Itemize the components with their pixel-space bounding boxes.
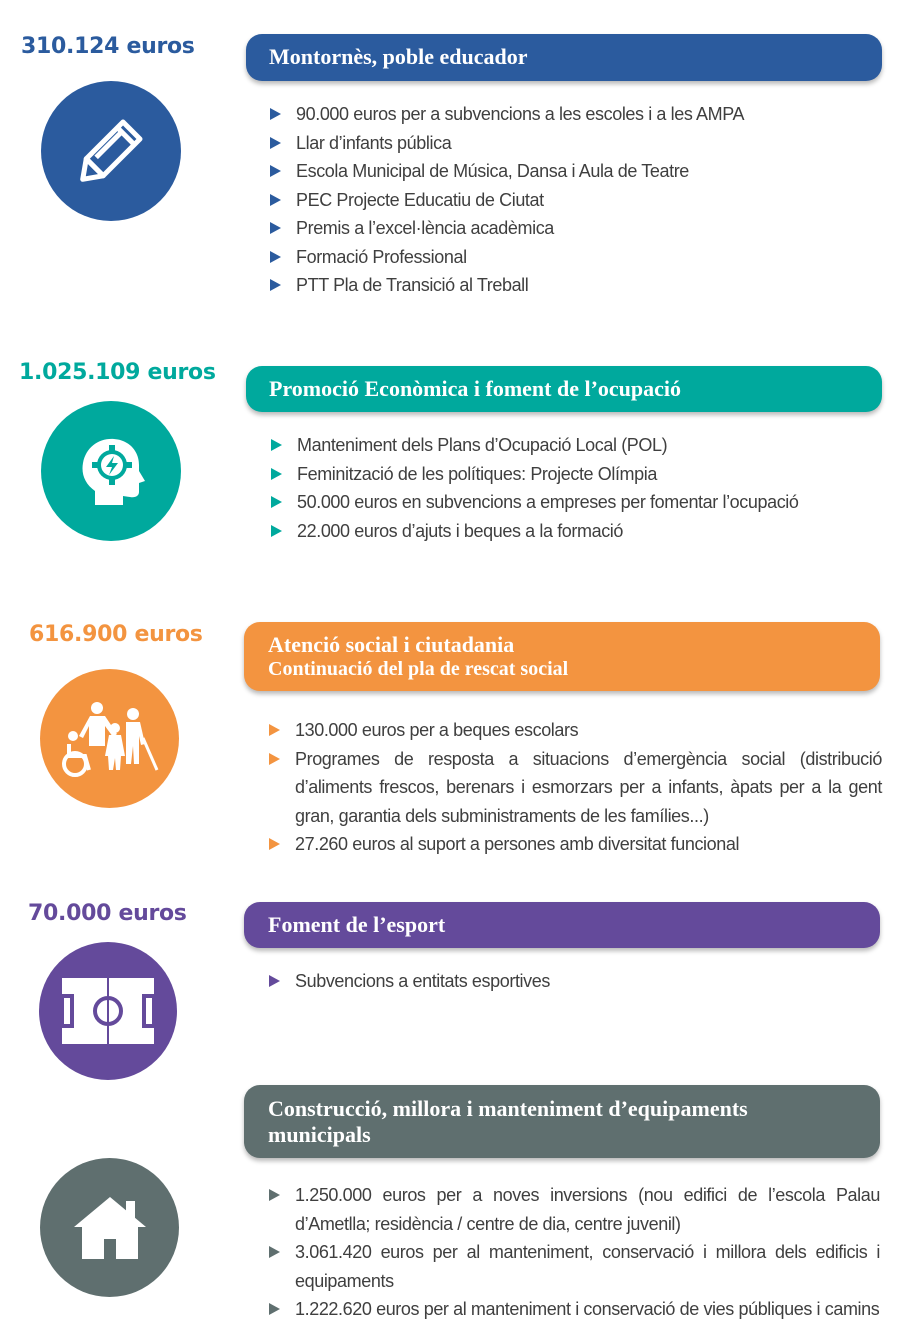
list-item: 130.000 euros per a beques escolars [268, 716, 882, 745]
list-item: Programes de resposta a situacions d’emergència social (distribució d’aliments frescos, berenars i esmorzars per a infants, àpats per a la gent gran, garantia dels subministraments de les famílies...) [268, 745, 882, 831]
section-title: Montornès, poble educador [269, 44, 528, 69]
list-item: 22.000 euros d’ajuts i beques a la formació [270, 517, 870, 546]
football-field-icon [39, 942, 177, 1080]
people-diversity-icon [40, 669, 179, 808]
list-item: Premis a l’excel·lència acadèmica [269, 214, 869, 243]
list-item: Formació Professional [269, 243, 869, 272]
list-item: 50.000 euros en subvencions a empreses per fomentar l’ocupació [270, 488, 870, 517]
list-item: 1.222.620 euros per al manteniment i conservació de vies públiques i camins [268, 1295, 880, 1324]
section-amount: 616.900 euros [29, 622, 203, 647]
section-amount: 70.000 euros [28, 901, 187, 926]
list-item: 27.260 euros al suport a persones amb diversitat funcional [268, 830, 882, 859]
section-item-list [269, 100, 869, 300]
list-item: Manteniment dels Plans d’Ocupació Local (POL) [270, 431, 870, 460]
house-icon [40, 1158, 179, 1297]
section-amount: 310.124 euros [21, 34, 195, 59]
section-title: Promoció Econòmica i foment de l’ocupació [269, 376, 682, 401]
pencil-icon [41, 81, 181, 221]
section-title-banner [246, 366, 882, 412]
list-item: Escola Municipal de Música, Dansa i Aula de Teatre [269, 157, 869, 186]
section-item-list [270, 431, 870, 545]
section-title-banner [246, 34, 882, 81]
section-title: Construcció, millora i manteniment d’equipaments [268, 1096, 748, 1121]
head-gear-icon [41, 401, 181, 541]
section-item-list [268, 1181, 880, 1324]
list-item: 3.061.420 euros per al manteniment, conservació i millora dels edificis i equipaments [268, 1238, 880, 1295]
section-subtitle: municipals [268, 1122, 371, 1147]
section-item-list [268, 716, 882, 859]
section-item-list [268, 967, 868, 996]
section-subtitle: Continuació del pla de rescat social [268, 658, 569, 680]
list-item: Llar d’infants pública [269, 129, 869, 158]
section-amount: 1.025.109 euros [19, 360, 216, 385]
section-title-banner [244, 1085, 880, 1158]
section-title: Atenció social i ciutadania [268, 632, 515, 657]
list-item: Feminització de les polítiques: Projecte Olímpia [270, 460, 870, 489]
section-title-banner [244, 622, 880, 691]
list-item: PTT Pla de Transició al Treball [269, 271, 869, 300]
section-title: Foment de l’esport [268, 912, 446, 937]
list-item: PEC Projecte Educatiu de Ciutat [269, 186, 869, 215]
list-item: 90.000 euros per a subvencions a les escoles i a les AMPA [269, 100, 869, 129]
list-item: Subvencions a entitats esportives [268, 967, 868, 996]
list-item: 1.250.000 euros per a noves inversions (nou edifici de l’escola Palau d’Ametlla; residència / centre de dia, centre juvenil) [268, 1181, 880, 1238]
section-title-banner [244, 902, 880, 948]
